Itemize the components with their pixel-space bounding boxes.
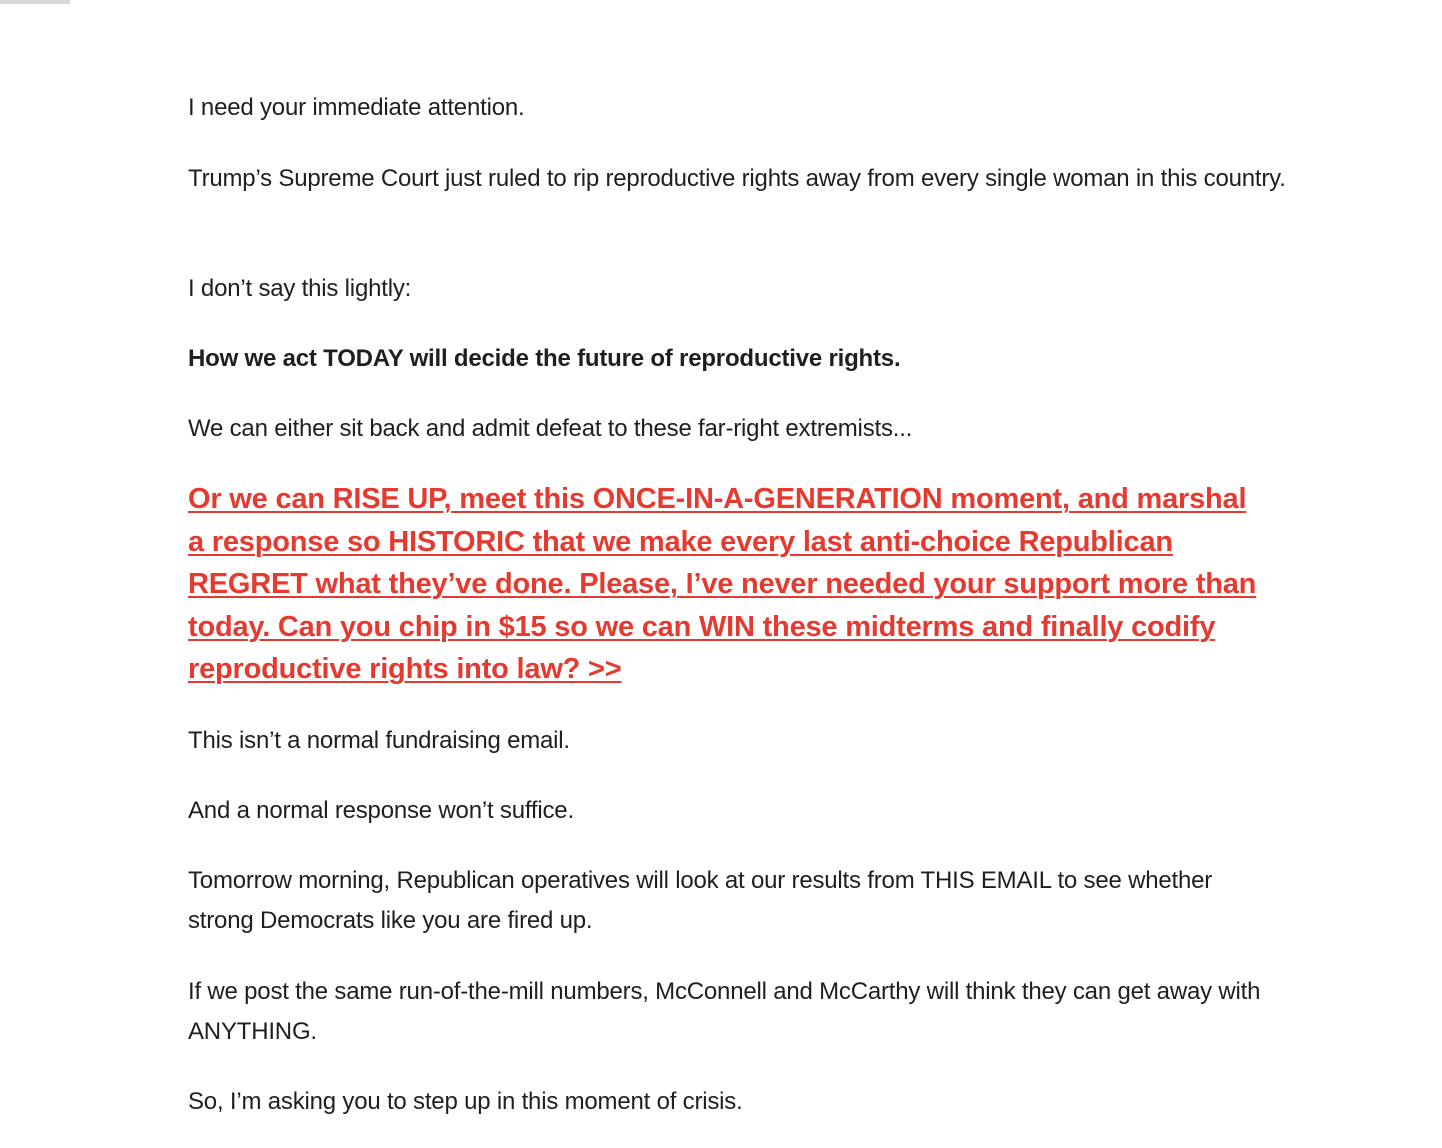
operatives-paragraph: Tomorrow morning, Republican operatives will look at our results from THIS EMAIL to see whether strong Democrats like you are fired up. [188, 867, 1213, 934]
donate-link[interactable]: Or we can RISE UP, meet this ONCE-IN-A-GENERATION moment, and marshal a response so HISTORIC that we make every last anti-choice Republican REGRET what they’ve done. Please, I’ve never needed your support more than today. Can you chip in $15 so we can WIN these midterms and finally codify reproductive rights into law? >> [188, 483, 1257, 685]
supreme-court-paragraph: Trump’s Supreme Court just ruled to rip reproductive rights away from every single woman in this country. [188, 165, 1286, 192]
bold-statement: How we act TODAY will decide the future of reproductive rights. [188, 345, 901, 372]
defeat-paragraph: We can either sit back and admit defeat to these far-right extremists... [188, 415, 913, 442]
window-edge-fragment [0, 0, 70, 4]
normal-response-paragraph: And a normal response won’t suffice. [188, 797, 574, 824]
intro-paragraph: I need your immediate attention. [188, 94, 525, 121]
crisis-paragraph: So, I’m asking you to step up in this moment of crisis. [188, 1088, 743, 1115]
lightly-paragraph: I don’t say this lightly: [188, 275, 412, 302]
numbers-paragraph: If we post the same run-of-the-mill numbers, McConnell and McCarthy will think they can get away with ANYTHING. [188, 978, 1261, 1045]
normal-email-paragraph: This isn’t a normal fundraising email. [188, 727, 570, 754]
